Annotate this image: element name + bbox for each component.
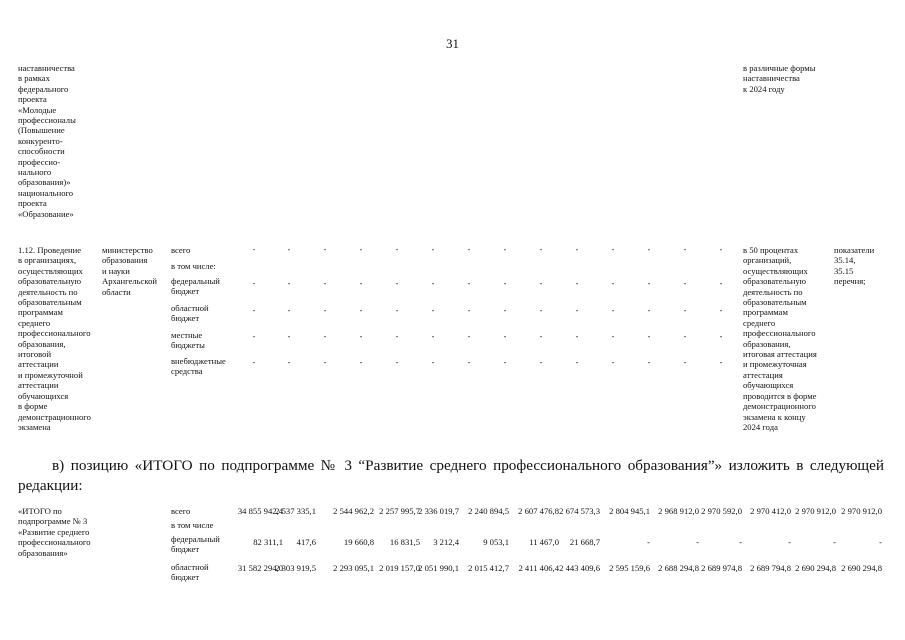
dash-cell: -: [683, 245, 687, 254]
task-1-12-result: в 50 процентах организаций, осуществляющих образовательную деятельность по образовательным программам среднего профессионального образования, итоговая аттестация и промежуточная аттестация обучающихся проводится в форме демонстрационного экзамена к концу 2024 года: [743, 245, 817, 432]
dash-cell: -: [539, 279, 543, 288]
total-value-cell: 19 660,8: [343, 537, 374, 547]
dash-cell: -: [287, 332, 291, 341]
total-value-cell: 2 690 294,8: [795, 563, 836, 573]
total-value-cell: 2 537 335,1: [275, 506, 316, 516]
dash-cell: -: [719, 245, 723, 254]
dash-cell: -: [395, 358, 399, 367]
dash-cell: -: [467, 245, 471, 254]
source-regional: областной бюджет: [171, 303, 209, 324]
total-value-cell: 2 689 794,8: [750, 563, 791, 573]
dash-cell: -: [719, 306, 723, 315]
dash-cell: -: [395, 332, 399, 341]
dash-cell: -: [719, 358, 723, 367]
dash-cell: -: [647, 245, 651, 254]
total-value-cell: -: [647, 537, 650, 547]
dash-cell: -: [575, 332, 579, 341]
dash-cell: -: [719, 279, 723, 288]
dash-cell: -: [287, 358, 291, 367]
total-value-cell: 2 544 962,2: [333, 506, 374, 516]
dash-cell: -: [287, 245, 291, 254]
total-value-cell: 2 336 019,7: [418, 506, 459, 516]
dash-cell: -: [287, 279, 291, 288]
dash-cell: -: [575, 306, 579, 315]
total-value-cell: 2 303 919,5: [275, 563, 316, 573]
dash-cell: -: [575, 245, 579, 254]
source-local: местные бюджеты: [171, 330, 205, 351]
dash-cell: -: [359, 332, 363, 341]
total-value-cell: 2 804 945,1: [609, 506, 650, 516]
dash-cell: -: [431, 279, 435, 288]
total-row-label-1: в том числе: [171, 520, 214, 530]
total-value-cell: 2 689 974,8: [701, 563, 742, 573]
dash-cell: -: [575, 279, 579, 288]
dash-cell: -: [611, 358, 615, 367]
dash-cell: -: [467, 332, 471, 341]
dash-cell: -: [287, 306, 291, 315]
dash-cell: -: [719, 332, 723, 341]
total-value-cell: 34 855 942,4: [237, 506, 283, 516]
total-value-cell: -: [739, 537, 742, 547]
total-value-cell: 2 015 412,7: [468, 563, 509, 573]
dash-cell: -: [323, 245, 327, 254]
total-value-cell: 2 411 406,4: [518, 563, 559, 573]
total-value-cell: 2 257 995,7: [379, 506, 420, 516]
dash-cell: -: [611, 279, 615, 288]
total-row-label-3: областной бюджет: [171, 562, 209, 583]
dash-cell: -: [647, 306, 651, 315]
dash-cell: -: [359, 358, 363, 367]
dash-cell: -: [359, 306, 363, 315]
total-value-cell: 2 970 912,0: [795, 506, 836, 516]
dash-cell: -: [647, 332, 651, 341]
dash-cell: -: [539, 358, 543, 367]
dash-cell: -: [611, 245, 615, 254]
amendment-paragraph: в) позицию «ИТОГО по подпрограмме № 3 “Развитие среднего профессионального образования”» изложить в следующей редакции:: [18, 457, 884, 494]
total-value-cell: 2 970 412,0: [750, 506, 791, 516]
total-value-cell: 16 831,5: [389, 537, 420, 547]
dash-cell: -: [323, 279, 327, 288]
total-value-cell: 82 311,1: [253, 537, 283, 547]
dash-cell: -: [683, 279, 687, 288]
dash-cell: -: [503, 245, 507, 254]
dash-cell: -: [431, 358, 435, 367]
dash-cell: -: [252, 279, 256, 288]
dash-cell: -: [431, 306, 435, 315]
dash-cell: -: [539, 332, 543, 341]
dash-cell: -: [503, 332, 507, 341]
total-value-cell: 11 467,0: [529, 537, 559, 547]
dash-cell: -: [252, 332, 256, 341]
dash-cell: -: [611, 332, 615, 341]
dash-cell: -: [252, 306, 256, 315]
dash-cell: -: [323, 358, 327, 367]
total-value-cell: 2 970 592,0: [701, 506, 742, 516]
total-value-cell: 417,6: [296, 537, 316, 547]
total-value-cell: 2 019 157,0: [379, 563, 420, 573]
task-1-12-name: 1.12. Проведение в организациях, осуществляющих образовательную деятельность по образовательным программам среднего профессионального образования, итоговой аттестации и промежуточной аттестации обучающихся в форме демонстрационного экзамена: [18, 245, 91, 432]
page-number: 31: [446, 36, 459, 51]
dash-cell: -: [647, 358, 651, 367]
total-value-cell: 9 053,1: [483, 537, 509, 547]
dash-cell: -: [359, 245, 363, 254]
dash-cell: -: [431, 245, 435, 254]
dash-cell: -: [467, 358, 471, 367]
total-value-cell: 2 968 912,0: [658, 506, 699, 516]
task-1-12-executor: министерство образования и науки Архангельской области: [102, 245, 157, 297]
total-value-cell: 2 970 912,0: [841, 506, 882, 516]
total-subprogram-3-name: «ИТОГО по подпрограмме № 3 «Развитие среднего профессионального образования»: [18, 506, 91, 558]
total-value-cell: 31 582 294,0: [237, 563, 283, 573]
dash-cell: -: [323, 306, 327, 315]
total-value-cell: 3 212,4: [433, 537, 459, 547]
dash-cell: -: [359, 279, 363, 288]
dash-cell: -: [395, 279, 399, 288]
dash-cell: -: [539, 245, 543, 254]
total-value-cell: -: [879, 537, 882, 547]
total-value-cell: 2 443 409,6: [559, 563, 600, 573]
dash-cell: -: [323, 332, 327, 341]
dash-cell: -: [683, 306, 687, 315]
source-extrabudget: внебюджетные средства: [171, 356, 226, 377]
dash-cell: -: [431, 332, 435, 341]
total-value-cell: 2 051 990,1: [418, 563, 459, 573]
source-including: в том числе:: [171, 261, 216, 271]
total-value-cell: 2 674 573,3: [559, 506, 600, 516]
dash-cell: -: [503, 358, 507, 367]
total-value-cell: -: [833, 537, 836, 547]
task-name-continued: наставничества в рамках федерального проекта «Молодые профессионалы (Повышение конкурентo- способности профессио- нального образования)» национального проекта «Образование»: [18, 63, 76, 219]
dash-cell: -: [395, 245, 399, 254]
source-federal: федеральный бюджет: [171, 276, 220, 297]
total-value-cell: 2 607 476,8: [518, 506, 559, 516]
total-value-cell: 2 595 159,6: [609, 563, 650, 573]
total-value-cell: -: [696, 537, 699, 547]
dash-cell: -: [467, 306, 471, 315]
total-row-label-2: федеральный бюджет: [171, 534, 220, 555]
dash-cell: -: [252, 358, 256, 367]
total-value-cell: -: [788, 537, 791, 547]
dash-cell: -: [683, 332, 687, 341]
total-value-cell: 2 293 095,1: [333, 563, 374, 573]
dash-cell: -: [647, 279, 651, 288]
total-value-cell: 21 668,7: [569, 537, 600, 547]
dash-cell: -: [503, 306, 507, 315]
total-value-cell: 2 688 294,8: [658, 563, 699, 573]
total-value-cell: 2 690 294,8: [841, 563, 882, 573]
dash-cell: -: [683, 358, 687, 367]
total-value-cell: 2 240 894,5: [468, 506, 509, 516]
dash-cell: -: [611, 306, 615, 315]
dash-cell: -: [503, 279, 507, 288]
dash-cell: -: [575, 358, 579, 367]
task-1-12-indicators: показатели 35.14, 35.15 перечня;: [834, 245, 875, 287]
source-total: всего: [171, 245, 191, 255]
dash-cell: -: [467, 279, 471, 288]
dash-cell: -: [395, 306, 399, 315]
dash-cell: -: [539, 306, 543, 315]
dash-cell: -: [252, 245, 256, 254]
total-row-label-0: всего: [171, 506, 191, 516]
expected-result-continued: в различные формы наставничества к 2024 году: [743, 63, 816, 94]
